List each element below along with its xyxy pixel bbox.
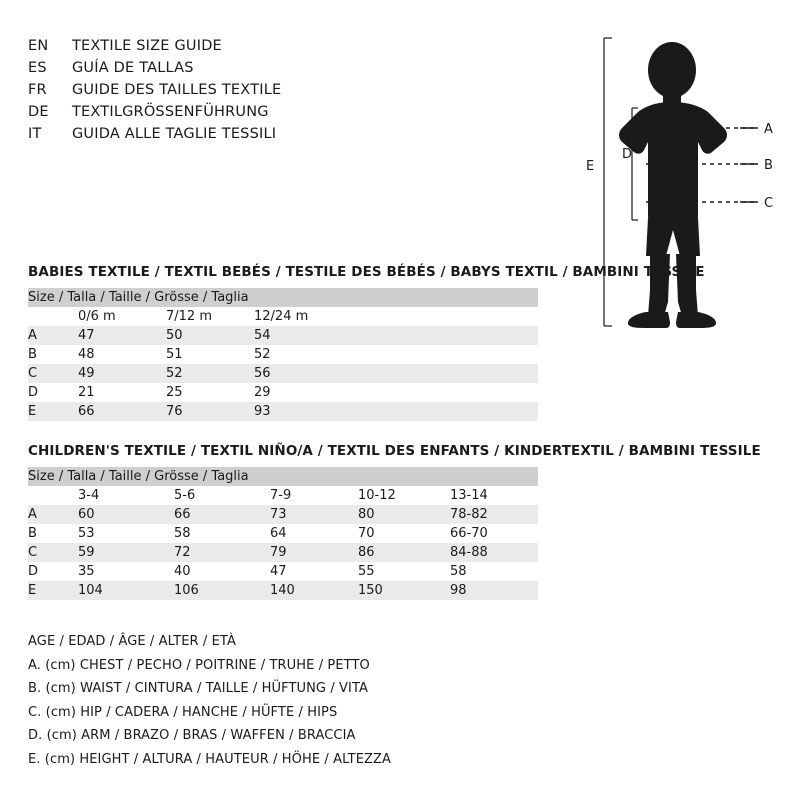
table-row: [28, 581, 538, 600]
table-row: [28, 402, 538, 421]
table-row-columns: [28, 486, 538, 505]
language-row: [28, 38, 548, 60]
cell-value: 150: [358, 583, 383, 598]
cell-value: 54: [254, 328, 271, 343]
cell-value: 29: [254, 385, 271, 400]
legend-item-a: A. (cm) CHEST / PECHO / POITRINE / TRUHE / PETTO: [28, 657, 370, 673]
empty-corner: [28, 307, 78, 326]
cell-value: 60: [78, 507, 95, 522]
row-label: A: [28, 328, 37, 343]
cell-value: 79: [270, 545, 287, 560]
cell-value: 86: [358, 545, 375, 560]
language-row: [28, 82, 548, 104]
row-label: B: [28, 347, 37, 362]
language-code: DE: [28, 104, 49, 120]
cell-value: 25: [166, 385, 183, 400]
cell-value: 48: [78, 347, 95, 362]
cell-value: 49: [78, 366, 95, 381]
cell-value: 64: [270, 526, 287, 541]
cell-value: 66: [78, 404, 95, 419]
cell-value: 53: [78, 526, 95, 541]
cell-value: 51: [166, 347, 183, 362]
babies-section: [28, 264, 772, 421]
cell-value: 35: [78, 564, 95, 579]
cell-value: 78-82: [450, 507, 488, 522]
language-title: GUIDA ALLE TAGLIE TESSILI: [72, 126, 277, 142]
table-row: [28, 345, 538, 364]
language-code: IT: [28, 126, 42, 142]
legend-age: AGE / EDAD / ÂGE / ALTER / ETÀ: [28, 634, 236, 649]
children-column-header: 13-14: [450, 488, 488, 503]
language-code: FR: [28, 82, 47, 98]
figure-label-d: D: [622, 147, 633, 162]
cell-value: 98: [450, 583, 467, 598]
children-column-header: 3-4: [78, 488, 100, 503]
row-label: C: [28, 545, 38, 560]
cell-value: 40: [174, 564, 191, 579]
cell-value: 80: [358, 507, 375, 522]
cell-value: 47: [270, 564, 287, 579]
table-row-size-header: [28, 467, 538, 486]
table-row: [28, 505, 538, 524]
cell-value: 76: [166, 404, 183, 419]
cell-value: 58: [174, 526, 191, 541]
cell-value: 104: [78, 583, 103, 598]
babies-column-header: 0/6 m: [78, 309, 116, 324]
empty-corner: [28, 486, 78, 505]
children-column-header: 10-12: [358, 488, 396, 503]
legend-item-e: E. (cm) HEIGHT / ALTURA / HAUTEUR / HÖHE / ALTEZZA: [28, 751, 392, 767]
language-title: GUÍA DE TALLAS: [72, 60, 194, 76]
cell-value: 66-70: [450, 526, 488, 541]
legend-item-c: C. (cm) HIP / CADERA / HANCHE / HÜFTE / HIPS: [28, 704, 338, 720]
language-title: GUIDE DES TAILLES TEXTILE: [72, 82, 282, 98]
children-column-header: 5-6: [174, 488, 196, 503]
cell-value: 52: [254, 347, 271, 362]
cell-value: 21: [78, 385, 95, 400]
children-section-title: CHILDREN'S TEXTILE / TEXTIL NIÑO/A / TEXTIL DES ENFANTS / KINDERTEXTIL / BAMBINI TESSILE: [28, 443, 761, 459]
cell-value: 73: [270, 507, 287, 522]
babies-section-title: BABIES TEXTILE / TEXTIL BEBÉS / TESTILE DES BÉBÉS / BABYS TEXTIL / BAMBINI TESSILE: [28, 264, 705, 280]
cell-value: 70: [358, 526, 375, 541]
cell-value: 50: [166, 328, 183, 343]
legend-item-b: B. (cm) WAIST / CINTURA / TAILLE / HÜFTUNG / VITA: [28, 681, 369, 696]
babies-size-header: Size / Talla / Taille / Grösse / Taglia: [28, 290, 249, 305]
cell-value: 55: [358, 564, 375, 579]
language-code: EN: [28, 38, 49, 54]
row-label: D: [28, 385, 39, 400]
row-label: B: [28, 526, 37, 541]
row-label: C: [28, 366, 38, 381]
legend-item-d: D. (cm) ARM / BRAZO / BRAS / WAFFEN / BRACCIA: [28, 728, 356, 743]
table-row: [28, 524, 538, 543]
children-size-table: [28, 467, 538, 600]
table-row-size-header: [28, 288, 538, 307]
cell-value: 93: [254, 404, 271, 419]
figure-label-e: E: [586, 159, 595, 174]
table-row-columns: [28, 307, 538, 326]
children-section: [28, 443, 772, 600]
language-title: TEXTILGRÖSSENFÜHRUNG: [72, 104, 269, 120]
cell-value: 58: [450, 564, 467, 579]
cell-value: 140: [270, 583, 295, 598]
language-row: [28, 126, 548, 148]
row-label: E: [28, 404, 37, 419]
language-row: [28, 60, 548, 82]
table-row: [28, 326, 538, 345]
language-title: TEXTILE SIZE GUIDE: [72, 38, 222, 54]
table-row: [28, 364, 538, 383]
figure-label-c: C: [764, 196, 774, 211]
row-label: D: [28, 564, 39, 579]
figure-label-b: B: [764, 158, 773, 173]
cell-value: 56: [254, 366, 271, 381]
babies-size-table: [28, 288, 538, 421]
figure-label-a: A: [764, 122, 773, 137]
language-row: [28, 104, 548, 126]
babies-column-header: 12/24 m: [254, 309, 309, 324]
cell-value: 84-88: [450, 545, 488, 560]
cell-value: 52: [166, 366, 183, 381]
cell-value: 72: [174, 545, 191, 560]
cell-value: 66: [174, 507, 191, 522]
language-header-block: [28, 38, 548, 148]
language-code: ES: [28, 60, 47, 76]
table-row: [28, 383, 538, 402]
children-column-header: 7-9: [270, 488, 292, 503]
babies-column-header: 7/12 m: [166, 309, 212, 324]
table-row: [28, 562, 538, 581]
cell-value: 106: [174, 583, 199, 598]
row-label: E: [28, 583, 37, 598]
children-size-header: Size / Talla / Taille / Grösse / Taglia: [28, 469, 249, 484]
table-row: [28, 543, 538, 562]
legend-block: [28, 630, 391, 771]
cell-value: 59: [78, 545, 95, 560]
cell-value: 47: [78, 328, 95, 343]
row-label: A: [28, 507, 37, 522]
